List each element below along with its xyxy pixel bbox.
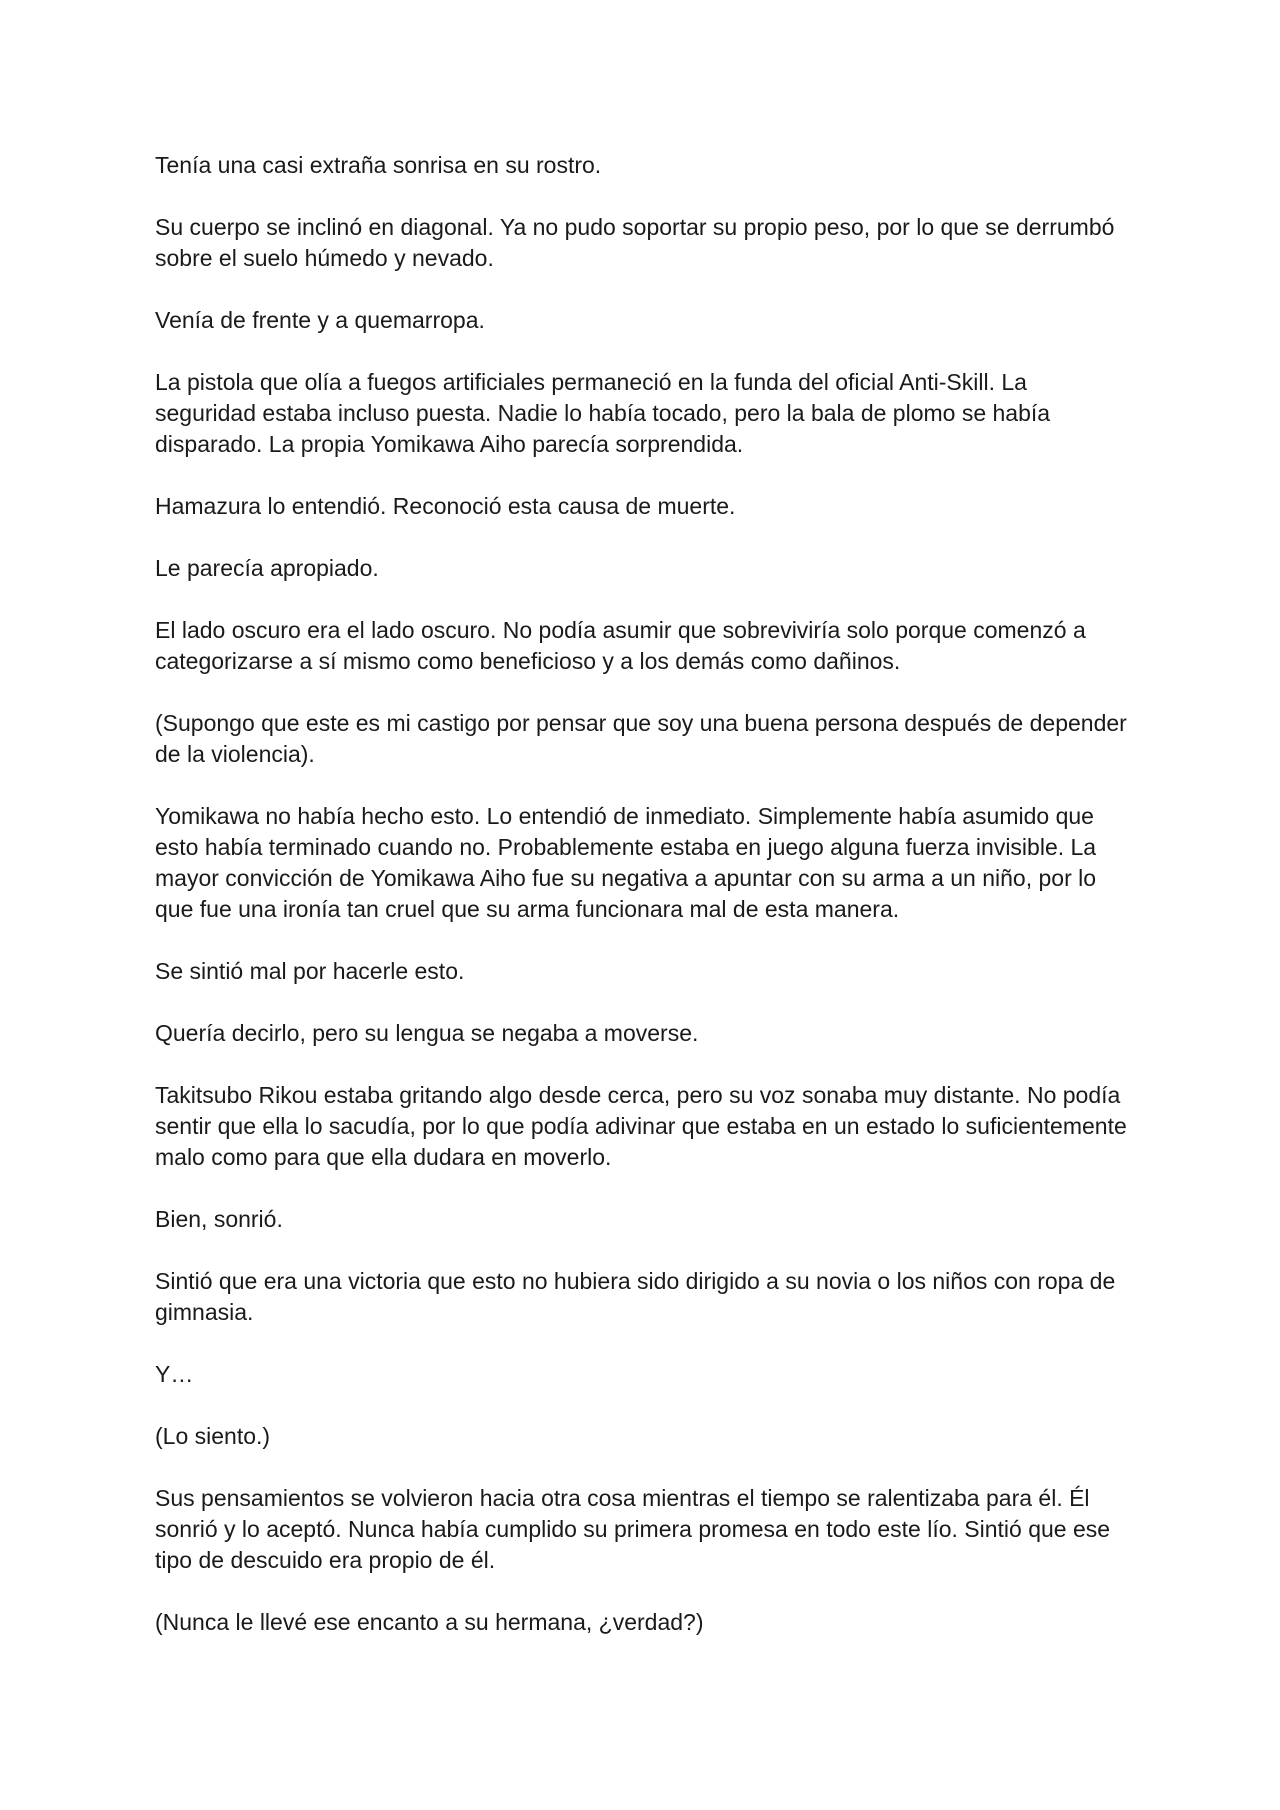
paragraph-10: Se sintió mal por hacerle esto. (155, 958, 465, 984)
paragraph-6: Le parecía apropiado. (155, 555, 379, 581)
paragraph-17: Sus pensamientos se volvieron hacia otra cosa mientras el tiempo se ralentizaba para él. Él sonrió y lo aceptó. Nunca había cumplido su primera promesa en todo este lío. Sintió que ese tipo de descuido era propio de él. (155, 1485, 1111, 1573)
paragraph-16: (Lo siento.) (155, 1423, 271, 1449)
paragraph-8: (Supongo que este es mi castigo por pensar que soy una buena persona después de depender de la violencia). (155, 710, 1127, 767)
paragraph-14: Sintió que era una victoria que esto no hubiera sido dirigido a su novia o los niños con ropa de gimnasia. (155, 1268, 1116, 1325)
paragraph-5: Hamazura lo entendió. Reconoció esta causa de muerte. (155, 493, 736, 519)
paragraph-1: Tenía una casi extraña sonrisa en su rostro. (155, 152, 602, 178)
document-body (155, 150, 1130, 1669)
paragraph-15: Y… (155, 1361, 194, 1387)
paragraph-11: Quería decirlo, pero su lengua se negaba a moverse. (155, 1020, 699, 1046)
paragraph-3: Venía de frente y a quemarropa. (155, 307, 485, 333)
paragraph-12: Takitsubo Rikou estaba gritando algo desde cerca, pero su voz sonaba muy distante. No podía sentir que ella lo sacudía, por lo que podía adivinar que estaba en un estado lo suficientemente malo como para que ella dudara en moverlo. (155, 1082, 1127, 1170)
paragraph-9: Yomikawa no había hecho esto. Lo entendió de inmediato. Simplemente había asumido que esto había terminado cuando no. Probablemente estaba en juego alguna fuerza invisible. La mayor convicción de Yomikawa Aiho fue su negativa a apuntar con su arma a un niño, por lo que fue una ironía tan cruel que su arma funcionara mal de esta manera. (155, 803, 1097, 922)
paragraph-4: La pistola que olía a fuegos artificiales permaneció en la funda del oficial Anti-Skill. La seguridad estaba incluso puesta. Nadie lo había tocado, pero la bala de plomo se había disparado. La propia Yomikawa Aiho parecía sorprendida. (155, 369, 1051, 457)
paragraph-2: Su cuerpo se inclinó en diagonal. Ya no pudo soportar su propio peso, por lo que se derrumbó sobre el suelo húmedo y nevado. (155, 214, 1115, 271)
paragraph-7: El lado oscuro era el lado oscuro. No podía asumir que sobreviviría solo porque comenzó a categorizarse a sí mismo como beneficioso y a los demás como dañinos. (155, 617, 1086, 674)
paragraph-18: (Nunca le llevé ese encanto a su hermana, ¿verdad?) (155, 1609, 704, 1635)
paragraph-13: Bien, sonrió. (155, 1206, 283, 1232)
